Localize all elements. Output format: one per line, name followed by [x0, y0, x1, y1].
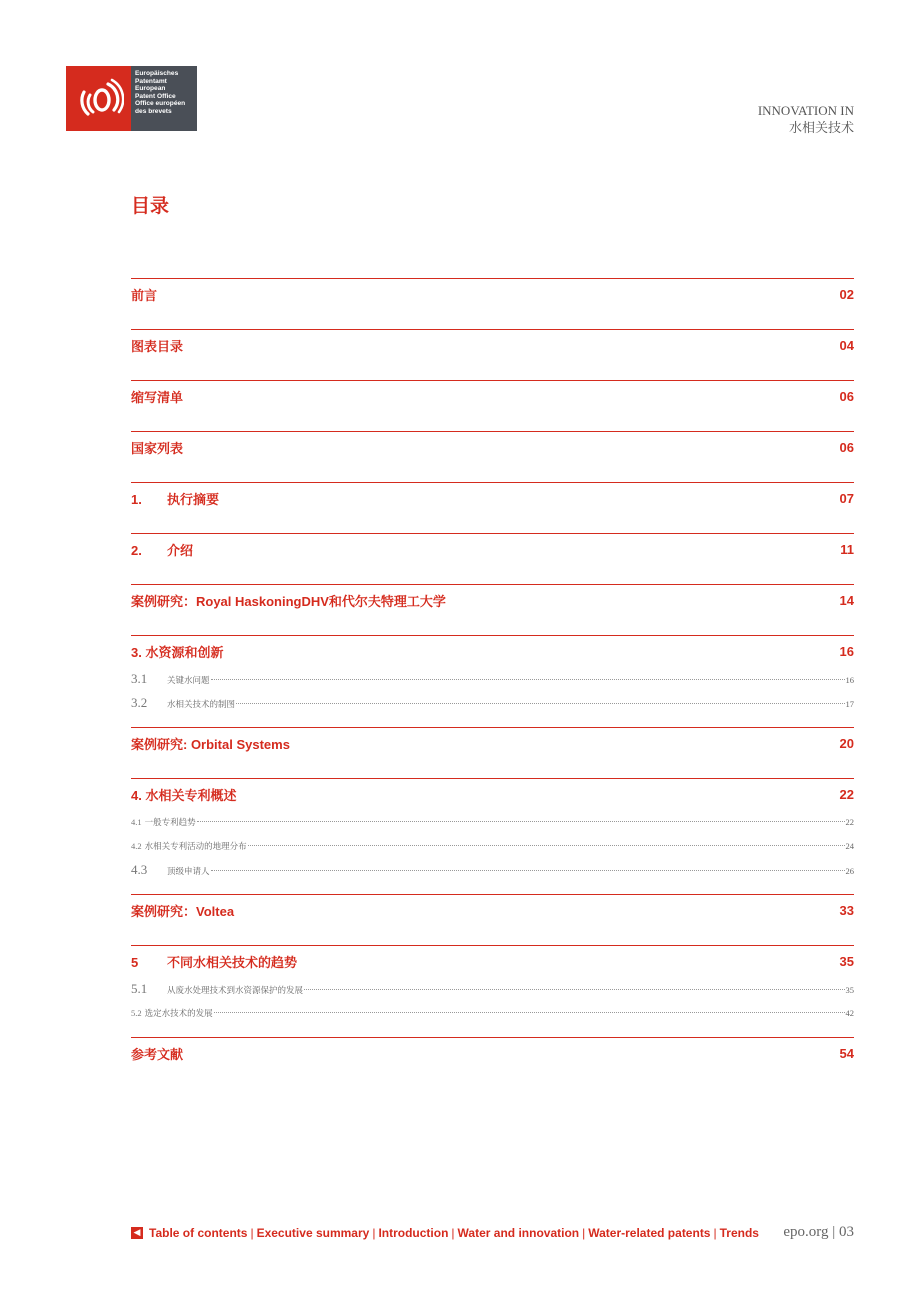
- toc-entry[interactable]: [131, 534, 854, 565]
- toc-section: [131, 945, 854, 1037]
- toc-section-spacer: [131, 1069, 854, 1088]
- toc-section-spacer: [131, 882, 854, 894]
- toc-subentry[interactable]: [131, 834, 854, 858]
- toc-entry-label: 3. 水资源和创新: [131, 645, 224, 660]
- toc-entry-title: [131, 489, 219, 508]
- toc-entry[interactable]: [131, 1038, 854, 1069]
- toc-entry[interactable]: [131, 279, 854, 310]
- toc-section: [131, 727, 854, 778]
- toc-entry[interactable]: [131, 483, 854, 514]
- toc-entry-label: 案例研究: Orbital Systems: [131, 737, 290, 752]
- footer: [131, 1224, 854, 1241]
- toc-entry-number: 5: [131, 955, 139, 970]
- footer-nav-separator: |: [582, 1225, 586, 1240]
- footer-nav: [131, 1226, 759, 1240]
- toc-entry-page: 02: [839, 287, 854, 302]
- toc-subentry[interactable]: [131, 977, 854, 1001]
- toc-section: [131, 278, 854, 329]
- dot-leader: [236, 703, 844, 704]
- toc-section: [131, 584, 854, 635]
- toc-entry-title: [131, 642, 223, 661]
- footer-nav-separator: |: [250, 1225, 254, 1240]
- toc-subentry-label: 水相关专利活动的地理分布: [144, 841, 247, 851]
- footer-nav-link[interactable]: Water-related patents: [588, 1225, 711, 1240]
- toc-subentry-number: 4.1: [131, 817, 142, 827]
- toc-subentry-label: 选定水技术的发展: [144, 1008, 213, 1018]
- toc-subentry[interactable]: [131, 810, 854, 834]
- toc-entry[interactable]: [131, 895, 854, 926]
- toc-entry-page: 11: [840, 542, 854, 557]
- dot-leader: [211, 870, 845, 871]
- toc-subentry-page: 35: [845, 985, 854, 995]
- toc-section: [131, 482, 854, 533]
- dot-leader: [197, 821, 845, 822]
- toc-subentry-page: 42: [845, 1008, 854, 1018]
- toc-entry-page: 33: [839, 903, 854, 918]
- footer-nav-link[interactable]: Table of contents: [149, 1225, 248, 1240]
- dot-leader: [304, 989, 844, 990]
- footer-nav-separator: |: [451, 1225, 455, 1240]
- dot-leader: [214, 1012, 845, 1013]
- toc-entry-page: 04: [839, 338, 854, 353]
- footer-nav-link[interactable]: Executive summary: [256, 1225, 370, 1240]
- header-line-2: 水相关技术: [788, 120, 854, 135]
- toc-section-spacer: [131, 715, 854, 727]
- toc-entry-number: 1.: [131, 492, 142, 507]
- toc-section: [131, 778, 854, 894]
- toc-subentry[interactable]: [131, 667, 854, 691]
- toc-entry-title: [131, 952, 297, 971]
- toc-entry-title: [131, 785, 236, 804]
- toc-entry[interactable]: [131, 636, 854, 667]
- toc-subentry-label: 顶级申请人: [167, 866, 210, 876]
- toc-section: [131, 380, 854, 431]
- epo-logo-text: Europäisches Patentamt European Patent Office Office européen des brevets: [131, 66, 197, 131]
- toc-section-spacer: [131, 361, 854, 380]
- header-line-1: INNOVATION IN: [757, 103, 854, 118]
- dot-leader: [211, 679, 845, 680]
- footer-nav-link[interactable]: Water and innovation: [457, 1225, 580, 1240]
- toc-entry-title: [131, 438, 183, 457]
- toc-entry-title: [131, 1044, 183, 1063]
- toc-section-spacer: [131, 1025, 854, 1037]
- toc-subentry-number: 4.3: [131, 862, 148, 877]
- epo-logo: [66, 66, 197, 131]
- toc-subentry-number: 3.1: [131, 671, 148, 686]
- toc-entry-page: 06: [839, 389, 854, 404]
- toc-entry-label: 不同水相关技术的趋势: [167, 955, 298, 970]
- toc-subentry-number: 5.1: [131, 981, 148, 996]
- footer-nav-link[interactable]: Trends: [719, 1225, 759, 1240]
- toc-entry-page: 07: [839, 491, 854, 506]
- toc-entry[interactable]: [131, 946, 854, 977]
- toc-subentry[interactable]: [131, 858, 854, 882]
- toc-entry-label: 国家列表: [131, 441, 184, 456]
- chevron-left-icon[interactable]: ◀: [131, 1227, 143, 1239]
- toc-entry-label: 参考文献: [131, 1047, 184, 1062]
- toc-subentry-page: 26: [845, 866, 854, 876]
- toc-entry[interactable]: [131, 728, 854, 759]
- footer-nav-link[interactable]: Introduction: [378, 1225, 449, 1240]
- toc-entry-title: [131, 591, 446, 610]
- toc-entry-label: 4. 水相关专利概述: [131, 788, 237, 803]
- toc-entry-label: 缩写清单: [131, 390, 184, 405]
- toc-entry[interactable]: [131, 779, 854, 810]
- toc-section: [131, 894, 854, 945]
- toc-entry-label: 案例研究：Royal HaskoningDHV和代尔夫特理工大学: [131, 594, 446, 609]
- toc-entry[interactable]: [131, 330, 854, 361]
- toc-entry-title: [131, 336, 183, 355]
- toc-entry-title: [131, 734, 290, 753]
- toc-entry-number: 2.: [131, 543, 142, 558]
- toc-section: [131, 329, 854, 380]
- page-title: 目录: [131, 196, 170, 217]
- toc-entry[interactable]: [131, 432, 854, 463]
- table-of-contents: [131, 278, 854, 1088]
- toc-subentry-label: 一般专利趋势: [144, 817, 196, 827]
- toc-entry-page: 06: [839, 440, 854, 455]
- toc-subentry-number: 5.2: [131, 1008, 142, 1018]
- toc-entry-title: [131, 285, 157, 304]
- footer-nav-separator: |: [372, 1225, 376, 1240]
- footer-nav-separator: |: [713, 1225, 717, 1240]
- toc-section-spacer: [131, 463, 854, 482]
- toc-subentry-page: 17: [845, 699, 854, 709]
- footer-site-page: epo.org | 03: [783, 1224, 854, 1240]
- dot-leader: [248, 845, 845, 846]
- toc-entry-label: 介绍: [167, 543, 194, 558]
- toc-section-spacer: [131, 310, 854, 329]
- toc-entry-page: 14: [839, 593, 854, 608]
- toc-section: [131, 635, 854, 727]
- toc-entry-label: 图表目录: [131, 339, 184, 354]
- toc-section: [131, 1037, 854, 1088]
- toc-section-spacer: [131, 759, 854, 778]
- toc-entry-title: [131, 901, 234, 920]
- toc-entry-title: [131, 540, 193, 559]
- toc-subentry-number: 4.2: [131, 841, 142, 851]
- toc-section-spacer: [131, 514, 854, 533]
- toc-section: [131, 431, 854, 482]
- toc-entry-page: 22: [839, 787, 854, 802]
- toc-subentry-page: 22: [845, 817, 854, 827]
- toc-entry-label: 前言: [131, 288, 158, 303]
- toc-subentry-page: 24: [845, 841, 854, 851]
- toc-subentry-number: 3.2: [131, 695, 148, 710]
- toc-subentry-label: 关键水问题: [167, 675, 210, 685]
- toc-entry-title: [131, 387, 183, 406]
- toc-entry-label: 执行摘要: [167, 492, 220, 507]
- toc-entry[interactable]: [131, 585, 854, 616]
- toc-entry-label: 案例研究：Voltea: [131, 904, 235, 919]
- toc-section-spacer: [131, 616, 854, 635]
- toc-subentry[interactable]: [131, 691, 854, 715]
- toc-section-spacer: [131, 565, 854, 584]
- toc-entry-page: 20: [839, 736, 854, 751]
- toc-subentry-label: 从废水处理技术到水资源保护的发展: [167, 985, 304, 995]
- toc-entry-page: 54: [839, 1046, 854, 1061]
- toc-subentry-label: 水相关技术的制图: [167, 699, 236, 709]
- epo-logo-icon: [66, 66, 131, 131]
- toc-section-spacer: [131, 926, 854, 945]
- toc-section: [131, 533, 854, 584]
- toc-entry-page: 35: [839, 954, 854, 969]
- toc-entry-page: 16: [839, 644, 854, 659]
- toc-entry[interactable]: [131, 381, 854, 412]
- toc-section-spacer: [131, 412, 854, 431]
- toc-subentry-page: 16: [845, 675, 854, 685]
- running-header: [758, 102, 854, 136]
- toc-subentry[interactable]: [131, 1001, 854, 1025]
